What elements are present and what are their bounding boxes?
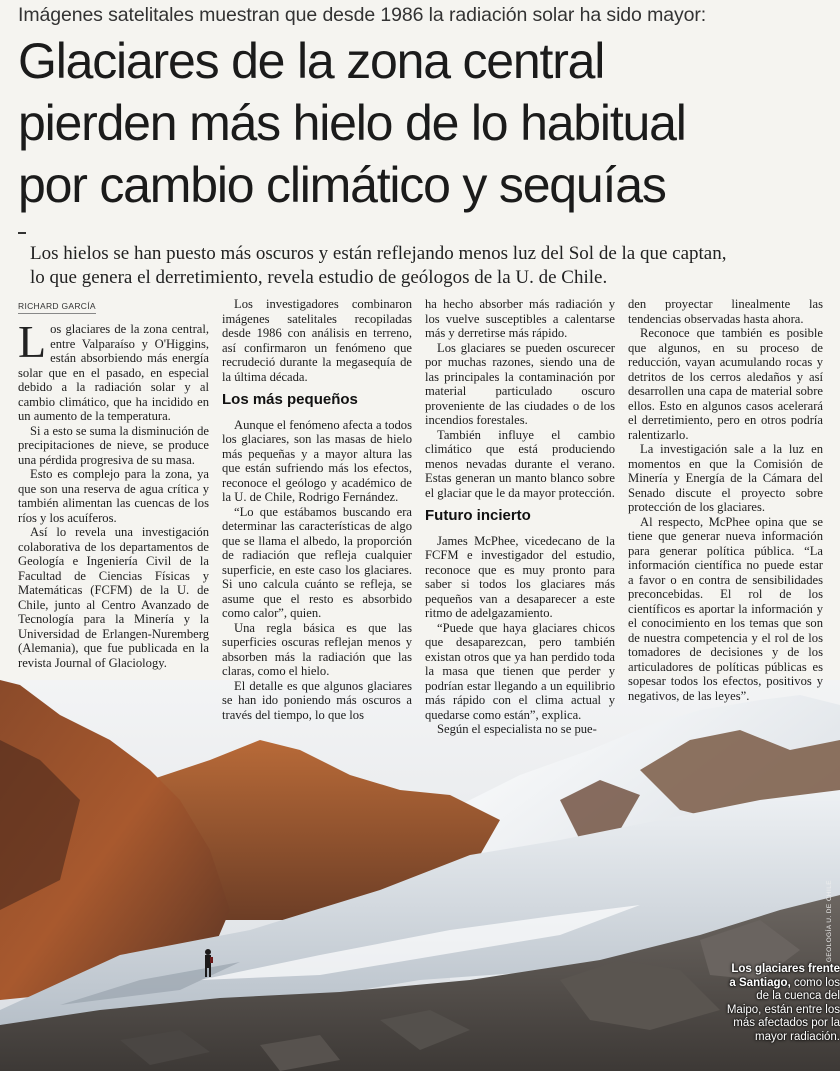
kicker: Imágenes satelitales muestran que desde 1986 la radiación solar ha sido mayor:	[18, 4, 707, 26]
headline-line: por cambio climático y sequías	[18, 157, 666, 213]
deck-rule	[18, 232, 26, 234]
paragraph-text: os glaciares de la zona central, entre Valparaíso y O'Higgins, están absorbiendo más energía solar que en el pasado, en especial debido a la radiación solar y al cambio climático, que ha incidido en un aumento de la temperatura.	[18, 322, 209, 423]
photo-caption	[724, 963, 840, 1044]
caption-lead: Los glaciares frente a Santiago,	[729, 963, 840, 989]
paragraph: La investigación sale a la luz en momentos en que la Comisión de Minería y Energía de la Cámara del Senado discute el proyecto sobre protección de los glaciares.	[628, 442, 823, 514]
paragraph: Si a esto se suma la disminución de precipitaciones de nieve, se produce una pérdida progresiva de su masa.	[18, 423, 209, 467]
paragraph: Aunque el fenómeno afecta a todos los glaciares, son las masas de hielo más pequeñas y a mayor altura las que están sufriendo más los efectos, reconoce el geólogo y académico de la U. de Chile, Rodrigo Fernández.	[222, 417, 412, 504]
paragraph: El detalle es que algunos glaciares se han ido poniendo más oscuros a través del tiempo, lo que los	[222, 678, 412, 722]
drop-cap: L	[18, 316, 47, 367]
paragraph: “Lo que estábamos buscando era determinar las características de algo que se llama el albedo, la proporción de radiación que refleja cualquier superficie, en este caso los glaciares. Si uno calcula cuánto se refleja, se asume que el resto es absorbido como calor”, quien.	[222, 504, 412, 620]
article-column-1	[18, 316, 209, 670]
paragraph: Reconoce que también es posible que algunos, en su proceso de reducción, vayan acumulando rocas y detritos de los cerros aledaños y así desarrollen una capa de material sobre ellos. Esto en algunos casos acelerará el derretimiento, pero en otros podría ralentizarlo.	[628, 326, 823, 442]
paragraph: “Puede que haya glaciares chicos que desaparezcan, pero también existan otros que ya han perdido toda la masa que tienen que perder y podrían estar llegando a un equilibrio más rápido con el clima actual y quedarse como están”, explica.	[425, 620, 615, 722]
deck-line: Los hielos se han puesto más oscuros y están reflejando menos luz del Sol de la que captan,	[30, 243, 727, 264]
paragraph: Una regla básica es que las superficies oscuras reflejan menos y absorben más la radiación que las claras, como el hielo.	[222, 620, 412, 678]
headline-line: pierden más hielo de lo habitual	[18, 95, 686, 151]
headline-line: Glaciares de la zona central	[18, 33, 605, 89]
paragraph: También influye el cambio climático que está produciendo menos nevadas durante el verano. Estas generan un manto blanco sobre el glaciar que le da mayor protección.	[425, 427, 615, 500]
paragraph: Los investigadores combinaron imágenes satelitales recopiladas desde 1986 con análisis en terreno, así confirmaron un fenómeno que recrudeció durante la megasequía de la última década.	[222, 297, 412, 384]
paragraph: Los glaciares se pueden oscurecer por muchas razones, siendo una de las principales la contaminación por material particulado oscuro proveniente de las ciudades o de los incendios forestales.	[425, 340, 615, 427]
deck	[30, 242, 830, 290]
paragraph: Esto es complejo para la zona, ya que son una reserva de agua crítica y también alimentan las cuencas de los ríos y los acuíferos.	[18, 467, 209, 525]
paragraph: Al respecto, McPhee opina que se tiene que generar nueva información para generar política pública. “La información científica no puede estar a favor o en contra de sensibilidades preconcebidas. El rol de los científicos es aportar la información y el conocimiento en los temas que son de nuestra competencia y el rol de los tomadores de decisiones y de los articuladores de políticas públicas es sopesar todos los efectos, positivos y negativos, de las leyes”.	[628, 514, 823, 703]
headline	[18, 30, 828, 216]
paragraph: Así lo revela una investigación colaborativa de los departamentos de Geología e Ingeniería Civil de la Facultad de Ciencias Físicas y Matemáticas (FCFM) de la U. de Chile, junto al Centro Avanzado de Tecnología para la Minería y la Universidad de Erlangen-Nuremberg (Alemania), que fue publicada en la revista Journal of Glaciology.	[18, 525, 209, 670]
article-column-4	[628, 297, 823, 703]
deck-line: lo que genera el derretimiento, revela estudio de geólogos de la U. de Chile.	[30, 267, 608, 288]
photo-credit: GEOLOGÍA U. DE CHILE	[826, 880, 833, 963]
paragraph	[18, 316, 209, 424]
paragraph: Según el especialista no se pue-	[437, 722, 597, 736]
subhead: Los más pequeños	[222, 391, 358, 408]
paragraph: den proyectar linealmente las tendencias observadas hasta ahora.	[628, 297, 823, 326]
article-column-3	[425, 297, 615, 737]
paragraph: ha hecho absorber más radiación y los vuelve susceptibles a calentarse más y derretirse más rápido.	[425, 297, 615, 340]
subhead: Futuro incierto	[425, 507, 531, 524]
paragraph: James McPhee, vicedecano de la FCFM e investigador del estudio, reconoce que es muy pronto para saber si todos los glaciares más pequeños van a desaparecer a este ritmo de adelgazamiento.	[425, 533, 615, 620]
glacier-photo	[0, 680, 840, 1071]
article-column-2	[222, 297, 412, 722]
byline: RICHARD GARCÍA	[18, 301, 96, 314]
caption-text: como los de la cuenca del Maipo, están entre los más afectados por la mayor radiación.	[726, 976, 840, 1043]
